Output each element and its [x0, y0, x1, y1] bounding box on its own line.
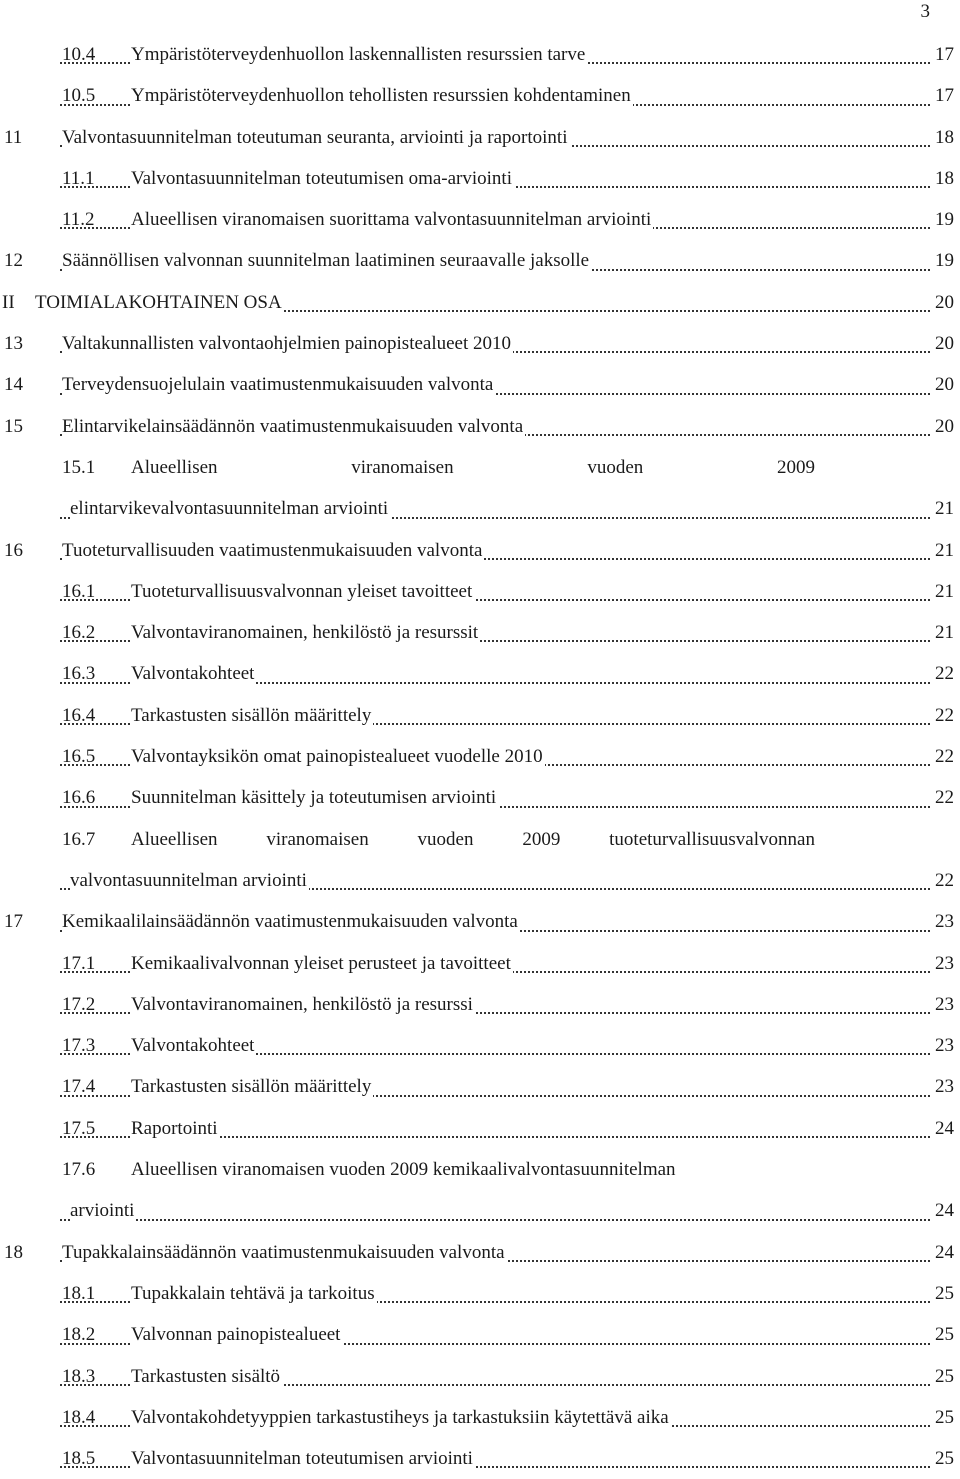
toc-entry-page: 17 [933, 34, 954, 75]
toc-entry-page: 18 [933, 117, 954, 158]
toc-entry-page: 23 [933, 984, 954, 1025]
toc-entry-title: Suunnitelman käsittely ja toteutumisen arviointi [131, 777, 498, 818]
toc-entry-title-cont: arviointi [70, 1190, 136, 1231]
toc-entry-title: Tarkastusten sisällön määrittely [131, 1066, 373, 1107]
toc-entry-number: 10.5 [62, 85, 96, 107]
toc-entry-number: 16.6 [62, 787, 96, 809]
toc-entry-number: 17.1 [62, 952, 96, 974]
toc-entry[interactable] [0, 240, 960, 281]
toc-entry-page: 20 [933, 282, 954, 323]
toc-entry-title: Ympäristöterveydenhuollon tehollisten resurssien kohdentaminen [131, 75, 633, 116]
toc-entry[interactable] [0, 34, 960, 75]
toc-entry[interactable] [0, 158, 960, 199]
toc-entry-number: 13 [4, 333, 23, 355]
toc-entry-page: 21 [933, 530, 954, 571]
toc-entry-page: 23 [933, 1066, 954, 1107]
toc-entry-number: 10.4 [62, 44, 96, 65]
toc-entry-number: 17.6 [62, 1159, 96, 1181]
toc-entry[interactable] [0, 75, 960, 116]
toc-entry-title: Ympäristöterveydenhuollon laskennallisten resurssien tarve [131, 34, 587, 75]
toc-entry-title: Valvontaviranomainen, henkilöstö ja resurssi [131, 984, 475, 1025]
toc-entry-number: 18 [4, 1241, 23, 1263]
toc-entry-title: Valvontasuunnitelman toteutumisen arviointi [131, 1438, 475, 1479]
toc-entry-page: 20 [933, 364, 954, 405]
toc-entry-number: 15.1 [62, 456, 96, 478]
toc-entry-word: vuoden [418, 819, 474, 860]
toc-entry[interactable] [0, 406, 960, 447]
toc-entry-title: TOIMIALAKOHTAINEN OSA [35, 282, 284, 323]
toc-entry-page: 21 [933, 571, 954, 612]
toc-entry-title: Valvontakohteet [131, 653, 256, 694]
toc-entry-number: 17.5 [62, 1117, 96, 1139]
toc-entry-title: Valvontakohteet [131, 1025, 256, 1066]
toc-entry[interactable] [0, 777, 960, 818]
toc-entry-word: Alueellisen [131, 819, 218, 860]
toc-entry-title: Säännöllisen valvonnan suunnitelman laatiminen seuraavalle jaksolle [62, 240, 591, 281]
toc-entry-number: 16.5 [62, 746, 96, 768]
toc-entry-number: 14 [4, 374, 23, 396]
toc-entry-page: 25 [933, 1397, 954, 1438]
toc-entry[interactable] [0, 1438, 960, 1479]
toc-entry-number: 18.3 [62, 1365, 96, 1387]
toc-entry-title: Valvontasuunnitelman toteutuman seuranta, arviointi ja raportointi [62, 117, 570, 158]
toc-entry-title: Kemikaalivalvonnan yleiset perusteet ja tavoitteet [131, 943, 513, 984]
toc-entry-number: 16.4 [62, 704, 96, 726]
toc-entry-page: 23 [933, 1025, 954, 1066]
toc-entry[interactable] [0, 364, 960, 405]
toc-entry[interactable] [0, 1356, 960, 1397]
toc-entry-page: 25 [933, 1314, 954, 1355]
toc-entry[interactable] [0, 1314, 960, 1355]
toc-entry-title: Valvontayksikön omat painopistealueet vuodelle 2010 [131, 736, 545, 777]
toc-entry-page: 23 [933, 943, 954, 984]
toc-entry-title [131, 819, 815, 860]
toc-entry-title: Elintarvikelainsäädännön vaatimustenmukaisuuden valvonta [62, 406, 525, 447]
toc-entry[interactable] [0, 1397, 960, 1438]
toc-entry-number: 17.3 [62, 1035, 96, 1057]
toc-entry-title: Alueellisen viranomaisen vuoden 2009 kemikaalivalvontasuunnitelman [131, 1149, 678, 1190]
toc-entry-title: Alueellisen viranomaisen suorittama valvontasuunnitelman arviointi [131, 199, 653, 240]
toc-entry-word: 2009 [522, 819, 560, 860]
toc-entry-word: tuoteturvallisuusvalvonnan [609, 819, 815, 860]
toc-entry-title: Tarkastusten sisältö [131, 1356, 282, 1397]
toc-entry[interactable] [0, 199, 960, 240]
toc-entry-number: 11.1 [62, 167, 95, 189]
table-of-contents [0, 34, 960, 1479]
toc-entry[interactable] [0, 1149, 960, 1190]
toc-entry-title: Terveydensuojelulain vaatimustenmukaisuuden valvonta [62, 364, 495, 405]
toc-entry-title: Valtakunnallisten valvontaohjelmien painopistealueet 2010 [62, 323, 513, 364]
toc-entry-number: 11 [4, 126, 23, 148]
toc-entry[interactable] [0, 282, 960, 323]
toc-entry-title: Tupakkalain tehtävä ja tarkoitus [131, 1273, 377, 1314]
toc-entry-page: 20 [933, 323, 954, 364]
toc-entry-title: Tarkastusten sisällön määrittely [131, 695, 373, 736]
toc-entry-word: viranomaisen [351, 447, 453, 488]
toc-entry-page: 22 [933, 777, 954, 818]
toc-entry-page: 22 [933, 860, 954, 901]
toc-entry-continuation [0, 488, 960, 529]
toc-entry-page: 23 [933, 901, 954, 942]
toc-entry[interactable] [0, 736, 960, 777]
page-number: 3 [920, 1, 930, 22]
toc-entry-page: 24 [933, 1108, 954, 1149]
toc-entry-number: 18.5 [62, 1448, 96, 1470]
toc-entry[interactable] [0, 943, 960, 984]
toc-entry[interactable] [0, 117, 960, 158]
toc-entry-word: 2009 [777, 447, 815, 488]
toc-entry[interactable] [0, 530, 960, 571]
toc-entry[interactable] [0, 1273, 960, 1314]
toc-entry-number: 17.2 [62, 993, 96, 1015]
toc-entry-number: 16.7 [62, 828, 96, 850]
toc-entry-number: 12 [4, 250, 23, 272]
toc-entry[interactable] [0, 1066, 960, 1107]
toc-entry-word: vuoden [587, 447, 643, 488]
toc-entry-continuation [0, 860, 960, 901]
toc-entry-page: 24 [933, 1190, 954, 1231]
toc-entry-title: Valvontakohdetyyppien tarkastustiheys ja tarkastuksiin käytettävä aika [131, 1397, 671, 1438]
toc-entry-page: 19 [933, 199, 954, 240]
toc-entry-number: 17 [4, 911, 23, 933]
toc-entry-number: 16.2 [62, 622, 96, 644]
toc-entry-title-cont: elintarvikevalvontasuunnitelman arviointi [70, 488, 390, 529]
toc-entry-number: 18.2 [62, 1324, 96, 1346]
toc-entry-title: Tupakkalainsäädännön vaatimustenmukaisuuden valvonta [62, 1232, 507, 1273]
toc-entry[interactable] [0, 323, 960, 364]
toc-entry-title: Raportointi [131, 1108, 220, 1149]
toc-entry-word: viranomaisen [266, 819, 368, 860]
toc-entry-page: 22 [933, 653, 954, 694]
toc-entry-number: 16.3 [62, 663, 96, 685]
toc-entry[interactable] [0, 612, 960, 653]
toc-entry-page: 18 [933, 158, 954, 199]
toc-entry-page: 25 [933, 1356, 954, 1397]
toc-entry[interactable] [0, 447, 960, 488]
toc-entry-page: 19 [933, 240, 954, 281]
toc-entry-number: 11.2 [62, 209, 95, 231]
toc-entry-title: Valvontaviranomainen, henkilöstö ja resurssit [131, 612, 480, 653]
toc-entry-number: 15 [4, 415, 23, 437]
toc-entry-page: 21 [933, 612, 954, 653]
toc-entry-page: 17 [933, 75, 954, 116]
toc-entry-page: 24 [933, 1232, 954, 1273]
toc-entry-number: 16 [4, 539, 23, 561]
toc-entry-title [131, 447, 815, 488]
toc-entry[interactable] [0, 1025, 960, 1066]
toc-entry-continuation [0, 1190, 960, 1231]
toc-entry-title-cont: valvontasuunnitelman arviointi [70, 860, 309, 901]
toc-entry-title: Tuoteturvallisuuden vaatimustenmukaisuuden valvonta [62, 530, 484, 571]
toc-entry-title: Kemikaalilainsäädännön vaatimustenmukaisuuden valvonta [62, 901, 520, 942]
toc-entry[interactable] [0, 1232, 960, 1273]
toc-entry-page: 25 [933, 1273, 954, 1314]
toc-entry[interactable] [0, 571, 960, 612]
toc-entry-page: 22 [933, 695, 954, 736]
toc-entry-page: 25 [933, 1438, 954, 1479]
toc-entry-page: 21 [933, 488, 954, 529]
toc-entry[interactable] [0, 901, 960, 942]
dot-leader [60, 1219, 930, 1221]
toc-entry-title: Tuoteturvallisuusvalvonnan yleiset tavoitteet [131, 571, 474, 612]
toc-entry-title: Valvonnan painopistealueet [131, 1314, 342, 1355]
toc-entry[interactable] [0, 984, 960, 1025]
toc-entry[interactable] [0, 653, 960, 694]
toc-entry-number: 18.4 [62, 1406, 96, 1428]
toc-entry-word: Alueellisen [131, 447, 218, 488]
toc-entry[interactable] [0, 1108, 960, 1149]
toc-entry-page: 20 [933, 406, 954, 447]
toc-entry-page: 22 [933, 736, 954, 777]
toc-entry-number: 17.4 [62, 1076, 96, 1098]
toc-entry-title: Valvontasuunnitelman toteutumisen oma-arviointi [131, 158, 514, 199]
toc-entry[interactable] [0, 819, 960, 860]
toc-entry[interactable] [0, 695, 960, 736]
toc-entry-number: 16.1 [62, 580, 96, 602]
toc-entry-number: 18.1 [62, 1282, 96, 1304]
toc-entry-number: II [2, 291, 15, 313]
